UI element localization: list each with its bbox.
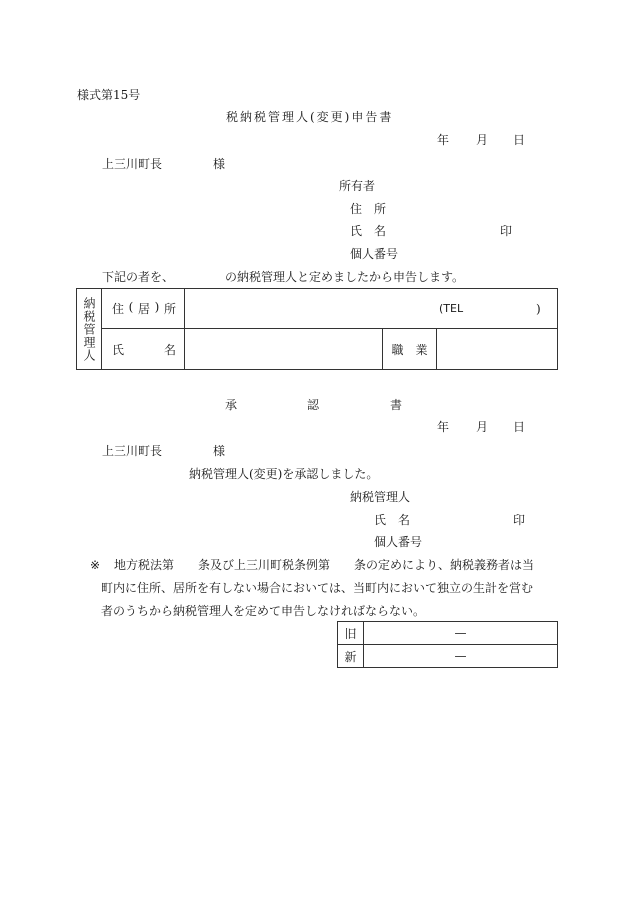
owner-name-label: 氏 名: [350, 224, 387, 238]
approval-personal-number-label: 個人番号: [374, 535, 423, 549]
note-mark: ※: [90, 558, 101, 572]
old-label: 旧: [344, 626, 357, 641]
new-label-cell: [338, 645, 364, 668]
approval-title-3: 書: [390, 398, 403, 412]
note-line-2: 町内に住所、居所を有しない場合においては、当町内において独立の生計を営む: [101, 581, 534, 595]
manager-side-label-cell: [77, 289, 102, 370]
approval-year: 年: [437, 420, 450, 434]
occupation-label: 職 業: [391, 342, 428, 357]
manager-name-label-cell: [102, 329, 185, 370]
owner-address-label: 住 所: [350, 202, 387, 216]
owner-heading: 所有者: [339, 179, 376, 193]
manager-table: [76, 288, 558, 370]
old-value: —: [454, 626, 467, 640]
tel-label: (TEL: [439, 302, 464, 315]
old-value-cell[interactable]: [364, 622, 558, 645]
new-label: 新: [344, 649, 357, 664]
approval-day: 日: [513, 420, 526, 434]
note-line-1: 地方税法第 条及び上三川町税条例第 条の定めにより、納税義務者は当: [114, 558, 535, 572]
owner-seal: 印: [500, 224, 513, 238]
date-month: 月: [476, 133, 489, 147]
approval-addressee-honorific: 様: [213, 444, 226, 458]
owner-personal-number-label: 個人番号: [350, 247, 399, 261]
tel-close: ): [536, 302, 541, 316]
addressee-name: 上三川町長: [102, 157, 163, 171]
form-number: 様式第15号: [77, 88, 141, 102]
declaration-prefix: 下記の者を、: [102, 270, 175, 284]
approval-title-2: 認: [307, 398, 320, 412]
approval-addressee-name: 上三川町長: [102, 444, 163, 458]
approval-month: 月: [476, 420, 489, 434]
new-value: —: [454, 649, 467, 663]
occupation-value-cell[interactable]: [437, 329, 558, 370]
residence-label: 住 ( 居 ) 所: [112, 300, 176, 316]
manager-side-label: 納税管理人: [82, 296, 96, 362]
form-title: 税納税管理人(変更)申告書: [226, 110, 394, 124]
declaration-suffix: の納税管理人と定めましたから申告します。: [225, 270, 465, 284]
occupation-label-cell: [383, 329, 437, 370]
manager-name-label: 氏 名: [112, 342, 176, 357]
addressee-honorific: 様: [213, 157, 226, 171]
residence-label-cell: [102, 289, 185, 329]
approval-title-1: 承: [225, 398, 238, 412]
old-label-cell: [338, 622, 364, 645]
date-year: 年: [437, 133, 450, 147]
approval-manager-heading: 納税管理人: [350, 490, 411, 504]
approval-seal: 印: [513, 513, 526, 527]
manager-name-value-cell[interactable]: [185, 329, 383, 370]
note-line-3: 者のうちから納税管理人を定めて申告しなければならない。: [101, 604, 426, 618]
date-day: 日: [513, 133, 526, 147]
approval-name-label: 氏 名: [374, 513, 411, 527]
approval-statement: 納税管理人(変更)を承認しました。: [189, 467, 379, 481]
new-value-cell[interactable]: [364, 645, 558, 668]
residence-value-cell[interactable]: [185, 289, 558, 329]
old-new-table: [337, 621, 558, 668]
